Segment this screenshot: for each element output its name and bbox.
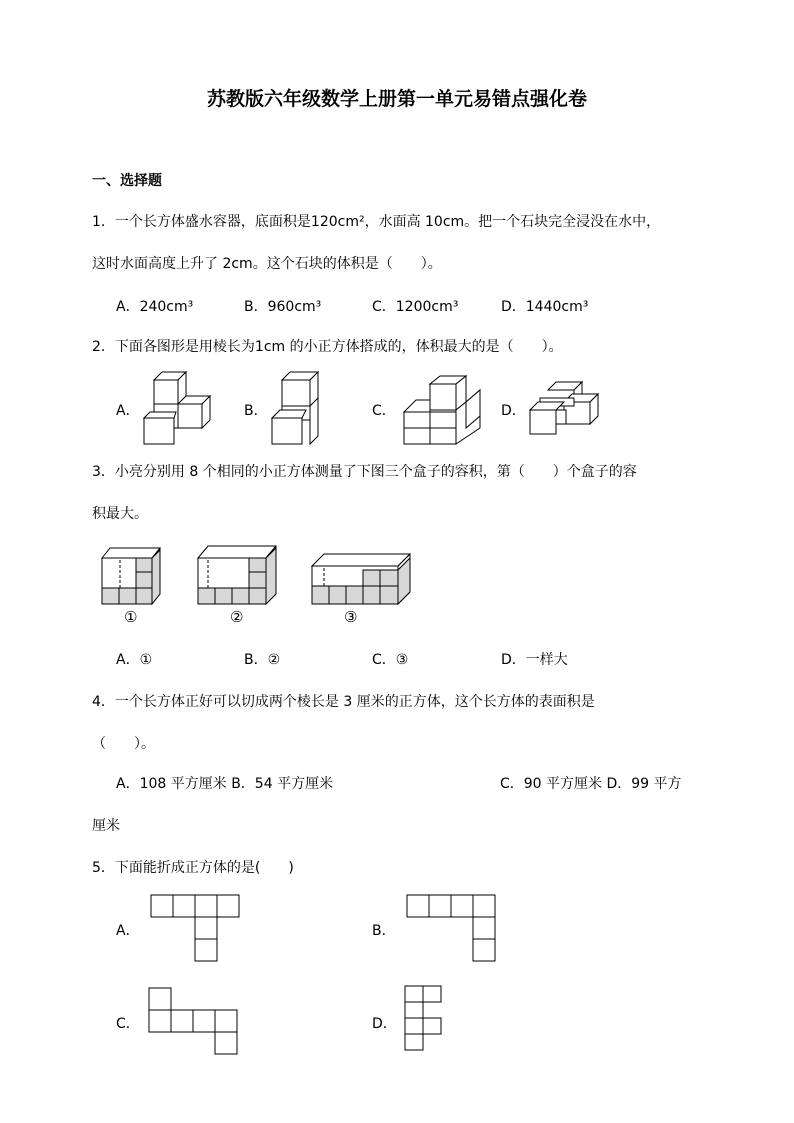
- q5-net-b: [406, 894, 498, 964]
- q4-text-line3: 厘米: [92, 818, 120, 834]
- q1-text-line1: 1．一个长方体盛水容器，底面积是120cm²，水面高 10cm。把一个石块完全浸没在水中，: [92, 214, 661, 230]
- q1-option-d[interactable]: D．1440cm³: [501, 299, 589, 315]
- q3-box-3-label: ③: [344, 608, 358, 626]
- q2-figure-d: [528, 380, 600, 436]
- q5-text: 5．下面能折成正方体的是( ): [92, 860, 294, 876]
- q4-text-line1: 4．一个长方体正好可以切成两个棱长是 3 厘米的正方体，这个长方体的表面积是: [92, 694, 595, 710]
- q3-box-1-label: ①: [124, 608, 138, 626]
- q2-figure-b: [270, 372, 326, 444]
- q1-option-a[interactable]: A．240cm³: [116, 299, 194, 315]
- q3-text-line1: 3．小亮分别用 8 个相同的小正方体测量了下图三个盒子的容积，第（ ）个盒子的容: [92, 464, 637, 480]
- q1-option-b[interactable]: B．960cm³: [244, 299, 322, 315]
- q1-text-line2: 这时水面高度上升了 2cm。这个石块的体积是（ ）。: [92, 256, 442, 272]
- q3-text-line2: 积最大。: [92, 506, 148, 522]
- q2-label-c[interactable]: C．: [372, 403, 396, 419]
- q1-option-c[interactable]: C．1200cm³: [372, 299, 459, 315]
- q5-net-d: [404, 985, 444, 1053]
- q5-label-b[interactable]: B．: [372, 923, 396, 939]
- q3-box-1: [100, 546, 162, 606]
- q3-option-c[interactable]: C．③: [372, 652, 409, 668]
- q5-net-a: [150, 894, 242, 964]
- q5-label-d[interactable]: D．: [372, 1016, 397, 1032]
- q2-label-b[interactable]: B．: [244, 403, 268, 419]
- q3-option-a[interactable]: A．①: [116, 652, 153, 668]
- q5-net-c: [148, 987, 240, 1057]
- q2-figure-c: [400, 372, 484, 444]
- section-heading: 一、选择题: [92, 173, 162, 189]
- q3-box-2-label: ②: [230, 608, 244, 626]
- q3-option-b[interactable]: B．②: [244, 652, 281, 668]
- q4-options-ab[interactable]: A．108 平方厘米 B．54 平方厘米: [116, 776, 334, 792]
- q2-figure-a: [140, 372, 220, 444]
- q5-label-a[interactable]: A．: [116, 923, 140, 939]
- q3-option-d[interactable]: D．一样大: [501, 652, 568, 668]
- page-title: 苏教版六年级数学上册第一单元易错点强化卷: [206, 88, 587, 110]
- q2-text: 2．下面各图形是用棱长为1cm 的小正方体搭成的，体积最大的是（ ）。: [92, 339, 563, 355]
- q4-text-line2: （ ）。: [92, 736, 155, 752]
- q2-label-d[interactable]: D．: [501, 403, 526, 419]
- q5-label-c[interactable]: C．: [116, 1016, 140, 1032]
- q2-label-a[interactable]: A．: [116, 403, 140, 419]
- q4-options-cd[interactable]: C．90 平方厘米 D．99 平方: [500, 776, 682, 792]
- q3-box-3: [310, 552, 412, 606]
- q3-box-2: [196, 544, 278, 606]
